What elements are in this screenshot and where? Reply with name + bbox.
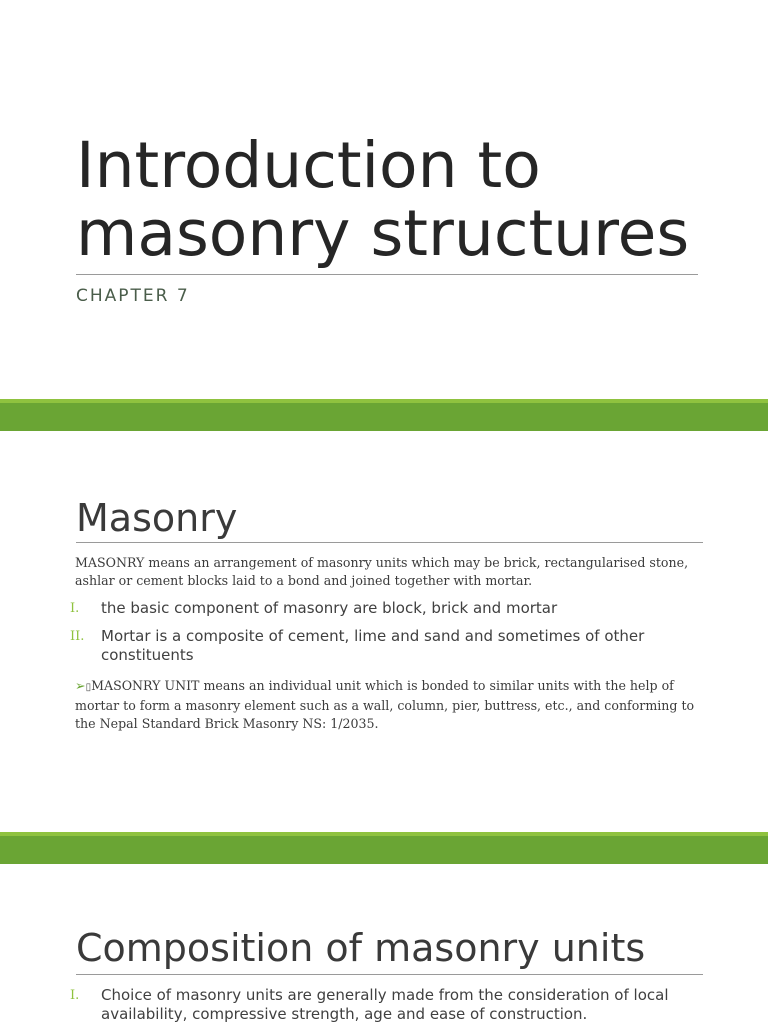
composition-heading: Composition of masonry units bbox=[76, 926, 646, 970]
masonry-unit-definition bbox=[75, 677, 705, 733]
slide-separator-band bbox=[0, 832, 768, 864]
missing-glyph-icon: ▯ bbox=[85, 682, 92, 693]
masonry-list bbox=[70, 599, 710, 665]
list-number: I. bbox=[70, 988, 80, 1003]
masonry-unit-text: MASONRY UNIT means an individual unit which is bonded to similar units with the help of mortar to form a masonry element such as a wall, column, pier, buttress, etc., and conforming to the Nepal Standard Brick Masonry NS: 1/2035. bbox=[75, 678, 695, 731]
arrow-bullet-icon: ➢ bbox=[75, 678, 86, 693]
masonry-definition: MASONRY means an arrangement of masonry units which may be brick, rectangularised stone, ashlar or cement blocks laid to a bond and joined together with mortar. bbox=[75, 555, 689, 588]
masonry-heading: Masonry bbox=[76, 496, 238, 540]
list-item bbox=[70, 599, 710, 618]
slide-separator-band bbox=[0, 399, 768, 431]
list-number: II. bbox=[70, 629, 85, 644]
title-divider bbox=[76, 274, 698, 275]
list-item bbox=[70, 986, 710, 1024]
list-item-text: the basic component of masonry are block, brick and mortar bbox=[101, 599, 558, 617]
list-number: I. bbox=[70, 601, 80, 616]
title-line-2: masonry structures bbox=[76, 197, 690, 270]
masonry-heading-divider bbox=[76, 542, 703, 543]
list-item-text: Choice of masonry units are generally made from the consideration of local availability, compressive strength, age and ease of construction. bbox=[101, 986, 669, 1023]
list-item-text: Mortar is a composite of cement, lime and sand and sometimes of other constituents bbox=[101, 627, 645, 664]
list-item bbox=[70, 627, 710, 665]
composition-list bbox=[70, 986, 710, 1024]
band-dark-stripe bbox=[0, 836, 768, 864]
chapter-subtitle: CHAPTER 7 bbox=[76, 286, 190, 306]
page-title bbox=[76, 129, 690, 270]
composition-heading-divider bbox=[76, 974, 703, 975]
title-line-1: Introduction to bbox=[76, 129, 541, 202]
band-dark-stripe bbox=[0, 403, 768, 431]
